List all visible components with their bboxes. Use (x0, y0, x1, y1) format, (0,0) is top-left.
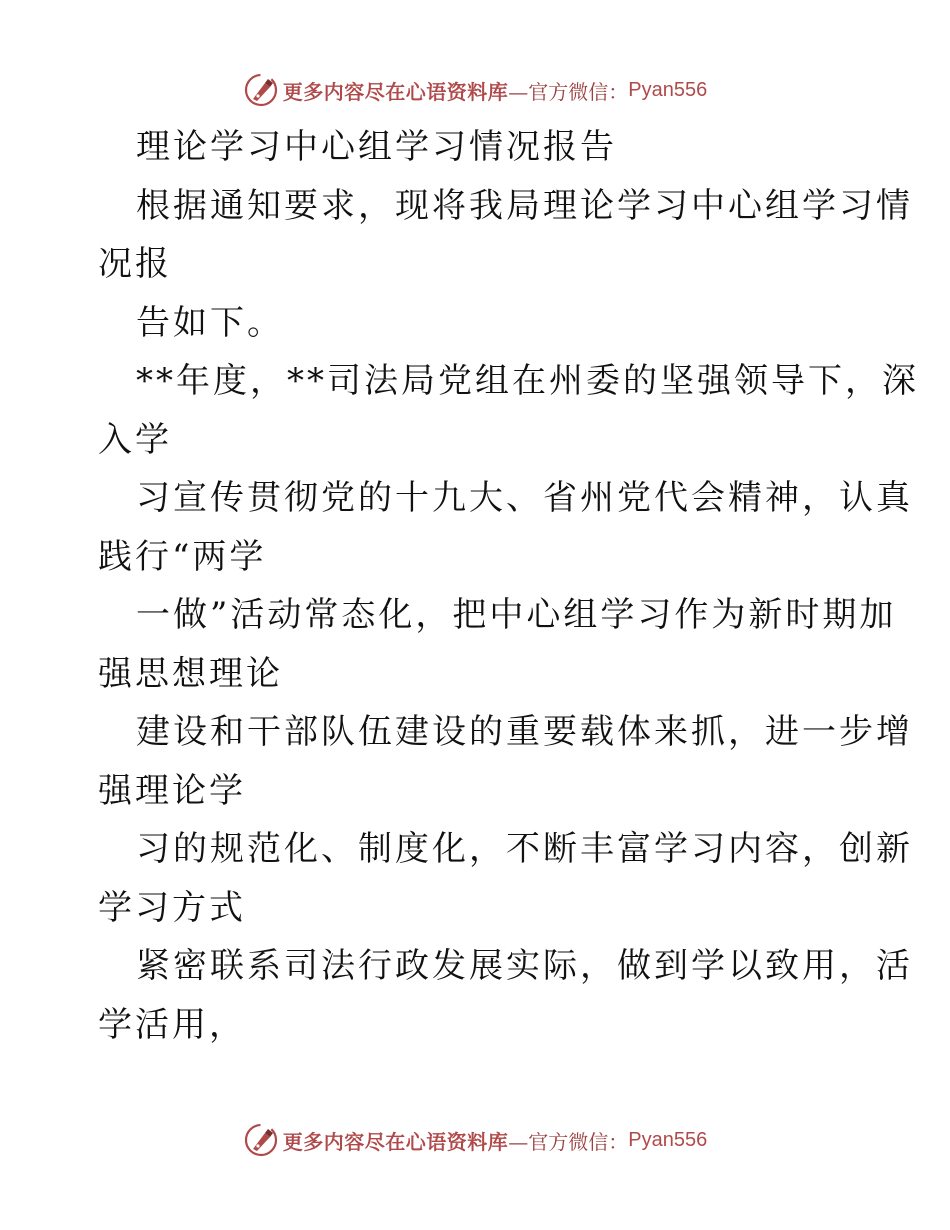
paragraph-line: 根据通知要求，现将我局理论学习中心组学习情 (136, 185, 913, 226)
header-banner (0, 70, 950, 110)
footer-banner (0, 1120, 950, 1160)
banner-wechat-label: —官方微信： (508, 79, 629, 104)
paragraph-line: 告如下。 (136, 302, 284, 343)
paragraph-line: 建设和干部队伍建设的重要载体来抓，进一步增 (136, 712, 913, 752)
paragraph-line: 况报 (98, 244, 172, 284)
paragraph-line: 学习方式 (98, 887, 246, 928)
paragraph-line: 强思想理论 (98, 653, 283, 694)
banner-wechat-id: Pyan556 (628, 78, 708, 101)
pen-nib-logo-icon (243, 1122, 279, 1158)
document-title: 理论学习中心组学习情况报告 (136, 127, 617, 167)
banner-slogan: 更多内容尽在心语资料库 (282, 79, 509, 104)
paragraph-line: 习宣传贯彻党的十九大、省州党代会精神，认真 (136, 478, 913, 518)
paragraph-line: 紧密联系司法行政发展实际，做到学以致用，活 (136, 946, 913, 986)
paragraph-line: 入学 (98, 419, 172, 460)
document-body (98, 118, 919, 1054)
paragraph-line: 一做”活动常态化，把中心组学习作为新时期加 (136, 595, 897, 635)
pen-nib-logo-icon (243, 72, 279, 108)
paragraph-line: 强理论学 (98, 770, 246, 811)
paragraph-line: 践行“两学 (98, 536, 267, 577)
banner-wechat-id: Pyan556 (628, 1128, 708, 1151)
paragraph-line: 学活用， (98, 1004, 246, 1045)
paragraph-line: **年度，**司法局党组在州委的坚强领导下，深 (136, 361, 919, 401)
paragraph-line: 习的规范化、制度化，不断丰富学习内容，创新 (136, 829, 913, 869)
banner-slogan: 更多内容尽在心语资料库 (282, 1129, 509, 1154)
banner-wechat-label: —官方微信： (508, 1129, 629, 1154)
